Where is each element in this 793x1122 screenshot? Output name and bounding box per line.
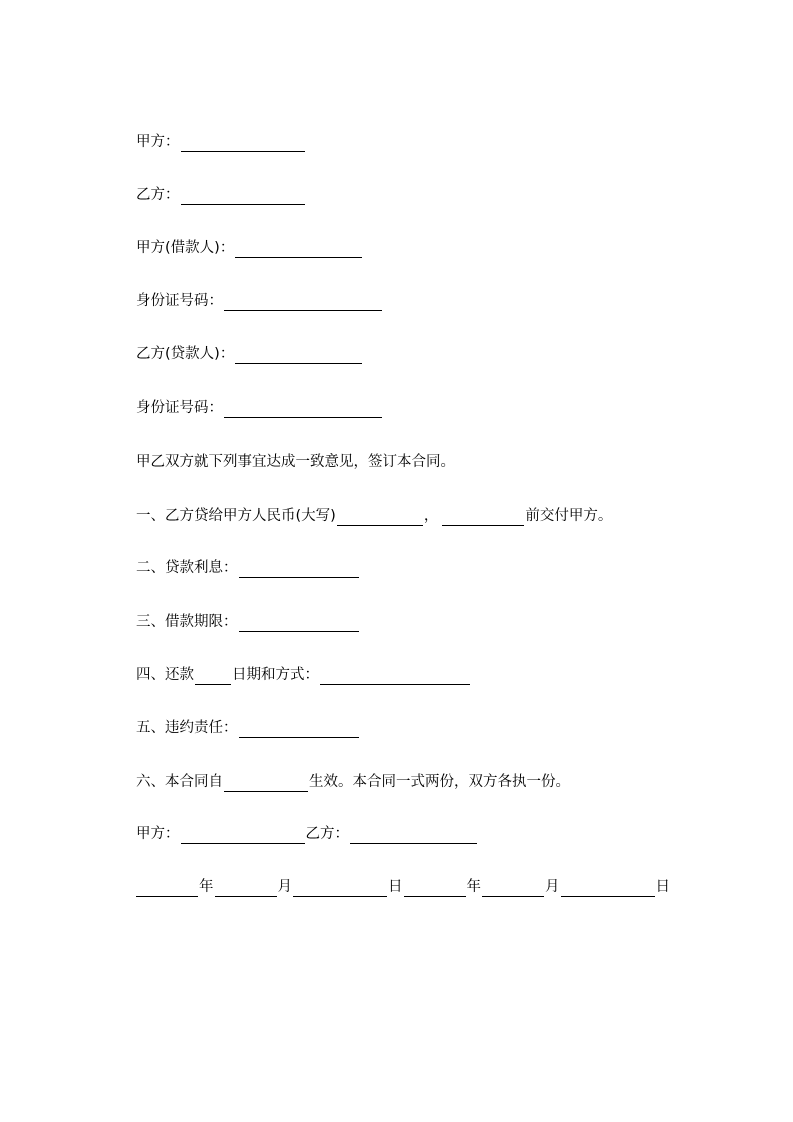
clause1-text-a: 一、乙方贷给甲方人民币(大写) <box>136 508 336 524</box>
clause4-text-b: 日期和方式： <box>232 667 319 683</box>
party-b-label: 乙方： <box>136 187 180 203</box>
day-label-b: 日 <box>655 879 670 895</box>
party-a-day-blank[interactable] <box>293 880 387 897</box>
party-a-month-blank[interactable] <box>215 880 277 897</box>
repayment-method-blank[interactable] <box>320 668 470 685</box>
party-b-day-blank[interactable] <box>561 880 655 897</box>
interest-blank[interactable] <box>239 561 359 578</box>
month-label-a: 月 <box>277 879 292 895</box>
clause6-text-a: 六、本合同自 <box>136 774 223 790</box>
sign-party-a-blank[interactable] <box>181 827 305 844</box>
party-a-label: 甲方： <box>136 134 180 150</box>
signature-line <box>136 824 478 844</box>
clause6-text-b: 生效。本合同一式两份，双方各执一份。 <box>309 774 570 790</box>
clause5-label: 五、违约责任： <box>136 720 238 736</box>
lender-id-line <box>136 398 383 418</box>
borrower-id-label: 身份证号码： <box>136 293 223 309</box>
loan-term-blank[interactable] <box>239 615 359 632</box>
clause5-line <box>136 718 360 738</box>
clause2-label: 二、贷款利息： <box>136 560 238 576</box>
clause4-text-a: 四、还款 <box>136 667 194 683</box>
year-label-b: 年 <box>466 879 481 895</box>
month-label-b: 月 <box>545 879 560 895</box>
party-a-blank[interactable] <box>181 135 305 152</box>
borrower-label: 甲方(借款人)： <box>136 240 235 256</box>
intro-line <box>136 452 455 472</box>
day-label-a: 日 <box>388 879 403 895</box>
sign-party-a-label: 甲方： <box>136 826 180 842</box>
sign-party-b-label: 乙方： <box>305 826 349 842</box>
effective-date-blank[interactable] <box>224 775 308 792</box>
clause6-line <box>136 772 570 792</box>
breach-liability-blank[interactable] <box>239 721 359 738</box>
lender-line <box>136 344 363 364</box>
borrower-line <box>136 238 363 258</box>
party-b-month-blank[interactable] <box>482 880 544 897</box>
clause3-line <box>136 612 360 632</box>
intro-text: 甲乙双方就下列事宜达成一致意见，签订本合同。 <box>136 454 455 470</box>
sign-party-b-blank[interactable] <box>350 827 477 844</box>
party-a-year-blank[interactable] <box>136 880 198 897</box>
lender-label: 乙方(贷款人)： <box>136 346 235 362</box>
date-line <box>136 877 670 897</box>
repayment-blank[interactable] <box>195 668 231 685</box>
clause3-label: 三、借款期限： <box>136 614 238 630</box>
party-b-year-blank[interactable] <box>404 880 466 897</box>
loan-amount-blank[interactable] <box>337 509 423 526</box>
lender-id-label: 身份证号码： <box>136 400 223 416</box>
lender-id-blank[interactable] <box>224 401 382 418</box>
clause1-text-b: ， <box>423 508 439 524</box>
borrower-id-blank[interactable] <box>224 294 382 311</box>
clause2-line <box>136 558 360 578</box>
borrower-blank[interactable] <box>235 241 362 258</box>
delivery-date-blank[interactable] <box>442 509 524 526</box>
clause4-line <box>136 665 471 685</box>
party-b-line <box>136 185 306 205</box>
party-a-line <box>136 132 306 152</box>
borrower-id-line <box>136 291 383 311</box>
party-b-blank[interactable] <box>181 188 305 205</box>
clause1-text-c: 前交付甲方。 <box>525 508 613 524</box>
clause1-line <box>136 506 612 526</box>
year-label-a: 年 <box>199 879 214 895</box>
lender-blank[interactable] <box>235 347 362 364</box>
